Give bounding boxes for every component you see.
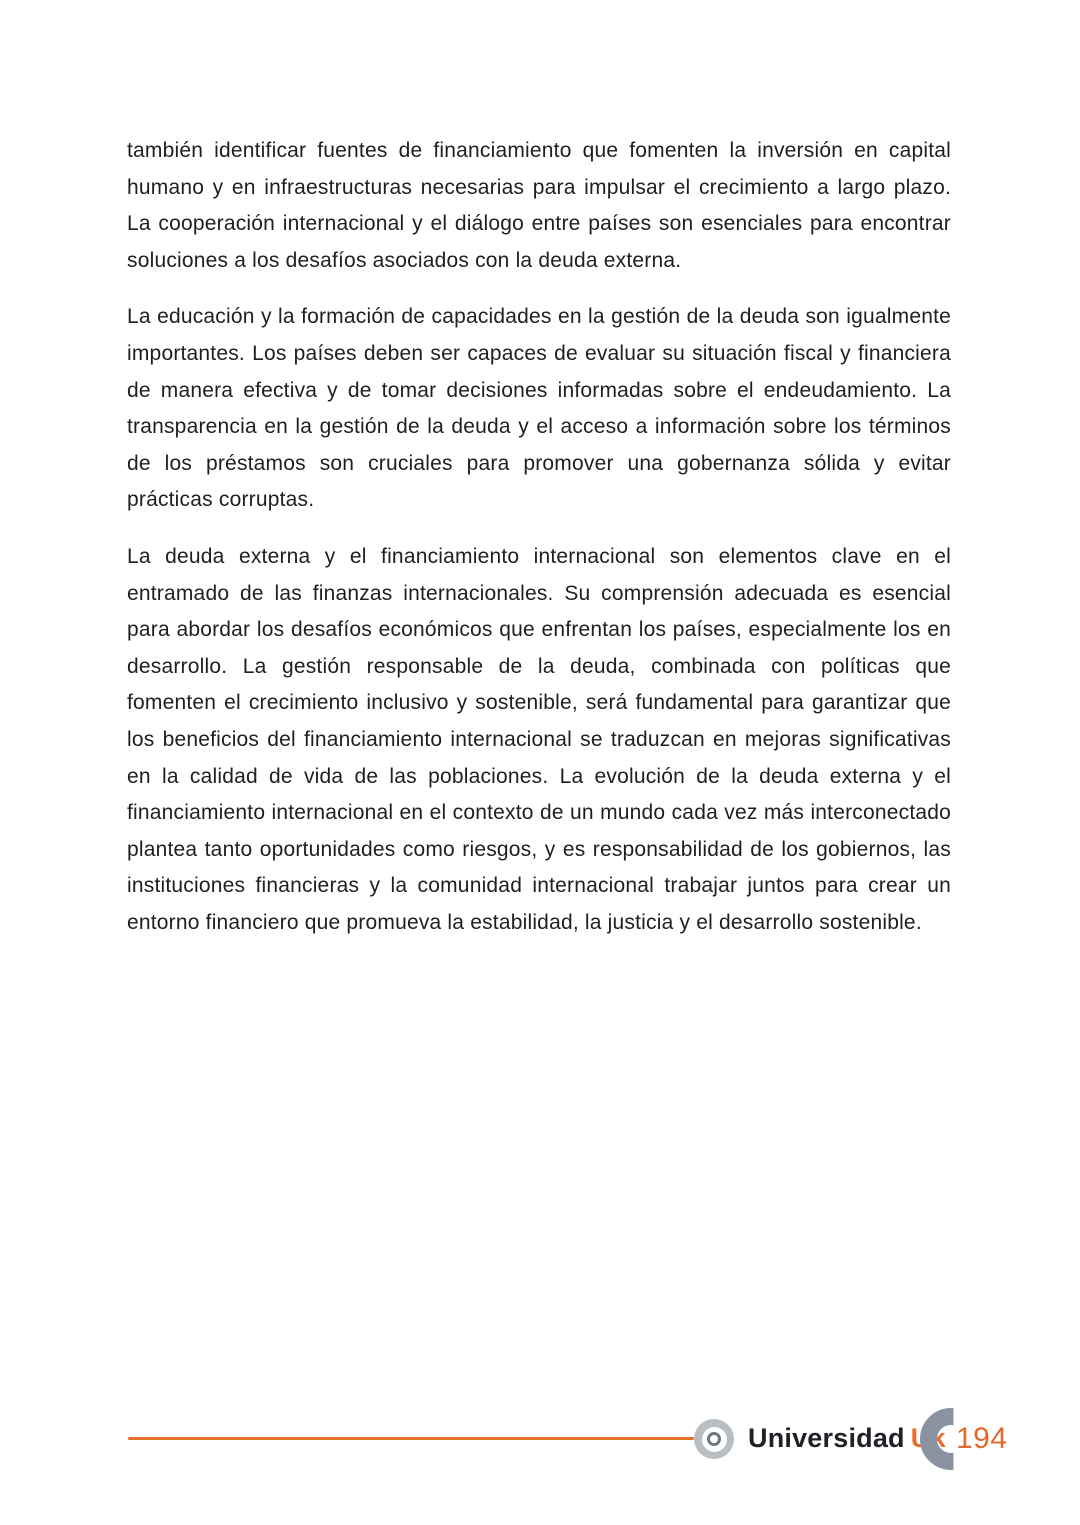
paragraph: La educación y la formación de capacidades en la gestión de la deuda son igualmente importantes. Los países deben ser capaces de evaluar su situación fiscal y financiera de manera efectiva y de tomar decisiones informadas sobre el endeudamiento. La transparencia en la gestión de la deuda y el acceso a información sobre los términos de los préstamos son cruciales para promover una gobernanza sólida y evitar prácticas corruptas. [127,305,951,512]
target-icon [694,1419,734,1459]
footer-divider-line [128,1437,694,1440]
paragraph: también identificar fuentes de financiamiento que fomenten la inversión en capital humano y en infraestructuras necesarias para impulsar el crecimiento a largo plazo. La cooperación internacional y el diálogo entre países son esenciales para encontrar soluciones a los desafíos asociados con la deuda externa. [127,139,951,272]
target-icon-inner-ring [702,1427,727,1452]
brand-suffix: Uk [910,1423,946,1453]
paragraph: La deuda externa y el financiamiento internacional son elementos clave en el entramado de las finanzas internacionales. Su comprensión adecuada es esencial para abordar los desafíos económicos que enfrentan los países, especialmente los en desarrollo. La gestión responsable de la deuda, combinada con políticas que fomenten el crecimiento inclusivo y sostenible, será fundamental para garantizar que los beneficios del financiamiento internacional se traduzcan en mejoras significativas en la calidad de vida de las poblaciones. La evolución de la deuda externa y el financiamiento internacional en el contexto de un mundo cada vez más interconectado plantea tanto oportunidades como riesgos, y es responsabilidad de los gobiernos, las instituciones financieras y la comunidad internacional trabajar juntos para crear un entorno financiero que promueva la estabilidad, la justicia y el desarrollo sostenible. [127,544,951,934]
brand-logo [748,1423,946,1454]
brand-name: Universidad [748,1423,905,1453]
target-icon-dot [707,1432,721,1446]
body-text [127,133,951,941]
page-number: 194 [956,1422,1008,1455]
page-footer [0,1400,1080,1480]
